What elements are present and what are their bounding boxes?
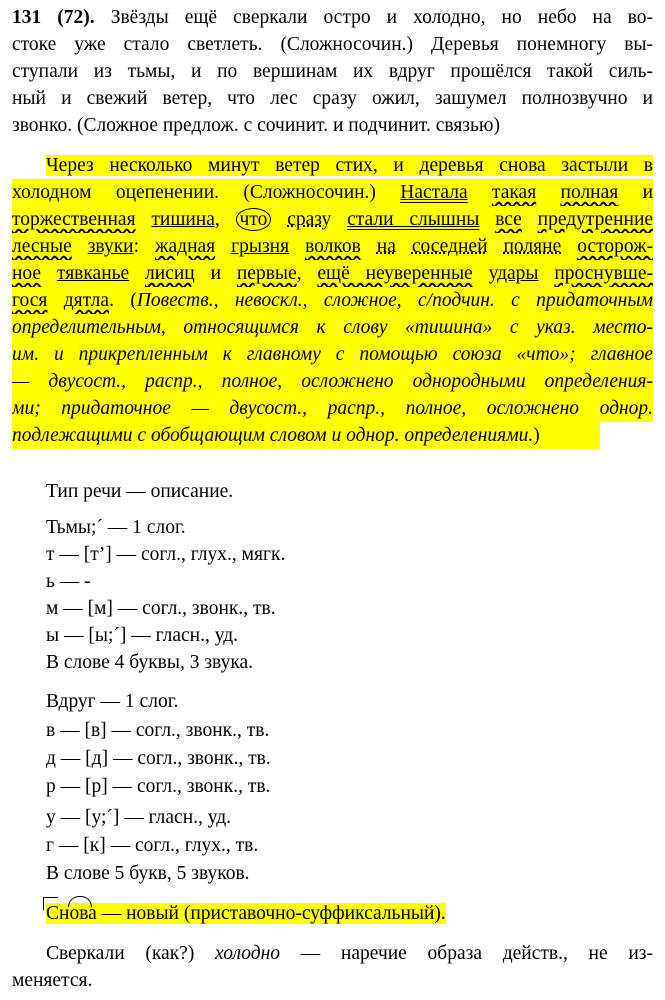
text: : — [133, 236, 140, 257]
adverbial-word: соседней — [411, 236, 488, 257]
italic-text: подлежащими с обобщающим словом и однор. определениями. — [12, 425, 534, 446]
p2-line-3 — [12, 206, 653, 233]
word-formation-highlight — [46, 903, 446, 924]
word1-row: т — [т’] — согл., глух., мягк. — [46, 544, 286, 565]
last-line-1 — [46, 940, 653, 967]
attribute-word: торжественная — [12, 209, 136, 230]
speech-type: Тип речи — описание. — [46, 481, 234, 502]
p2-line-6 — [12, 287, 653, 314]
attribute-word: все — [495, 209, 522, 230]
predicate-word: стали слышны — [347, 209, 480, 230]
p2-line-9: — двусост., распр., полное, осложнено однородными определения- — [12, 368, 653, 395]
text: . ( — [109, 290, 137, 311]
attribute-word: ное — [12, 263, 42, 284]
morpheme-word — [46, 903, 97, 924]
attribute-word: осторож- — [577, 236, 653, 257]
italic-text: холодно — [215, 943, 281, 964]
p2-line-11 — [12, 422, 600, 449]
p2-line-7: определительным, относящимся к слову «тишина» с указ. место- — [12, 314, 653, 341]
p2-line-2 — [12, 179, 653, 206]
p2-line-10: ми; придаточное — двусост., распр., полное, осложнено однор. — [12, 395, 653, 422]
p2-line-8 — [12, 341, 653, 368]
text: ) — [533, 425, 540, 446]
attribute-word: предутренние — [537, 209, 653, 230]
attribute-word: первые — [236, 263, 297, 284]
p2-line-1 — [46, 152, 653, 179]
predicate-word: Настала — [400, 182, 468, 203]
text: — новый (приставочно-суффиксальный). — [96, 903, 446, 924]
exercise-number: 131 (72). — [12, 7, 95, 28]
word1-row: ы — [ы;´] — гласн., уд. — [46, 625, 239, 646]
text: Сверкали (как?) — [46, 943, 216, 964]
adverbial-word: на — [376, 236, 396, 257]
italic-text: им. и прикрепленным к главному с помощью союза «что» — [12, 344, 570, 365]
attribute-word: лесные — [12, 236, 72, 257]
attribute-word: жадная — [155, 236, 216, 257]
text: холодном оцепенении. (Сложносочин.) — [12, 182, 376, 203]
word: Снова — [46, 903, 97, 924]
italic-text: ; главное — [569, 344, 653, 365]
attribute-word: проснувше- — [554, 263, 653, 284]
word1-row: м — [м] — согл., звонк., тв. — [46, 598, 276, 619]
word2-row: д — [д] — согл., звонк., тв. — [46, 748, 271, 769]
p1-line-3: ступали из тьмы, и по вершинам их вдруг прошёлся такой силь- — [12, 61, 653, 82]
adverbial-word: поляне — [503, 236, 562, 257]
text: Звёзды ещё сверкали остро и холодно, но небо на во- — [94, 7, 653, 28]
italic-text: Повеств., невоскл., сложное, с/подчин. с придаточным — [136, 290, 653, 311]
text: и — [210, 263, 222, 284]
attribute-word: гося — [12, 290, 48, 311]
word-formation-line — [46, 900, 646, 927]
p1-line-5: звонко. (Сложное предлож. с сочинит. и подчинит. связью) — [12, 115, 500, 136]
subject-word: удары — [488, 263, 539, 284]
p1-line-1 — [12, 4, 653, 31]
word2-summary: В слове 5 букв, 5 звуков. — [46, 863, 250, 884]
p1-line-4: ный и свежий ветер, что лес сразу ожил, зашумел полнозвучно и — [12, 88, 653, 109]
attribute-word: волков — [305, 236, 361, 257]
text: и — [642, 182, 653, 203]
word2-row: в — [в] — согл., звонк., тв. — [46, 720, 270, 741]
word1-row: ь — - — [46, 571, 91, 592]
word1-summary: В слове 4 буквы, 3 звука. — [46, 652, 254, 673]
p2-line-5: ное тявканье лисиц и первые, ещё неуверенные удары проснувше- — [12, 260, 653, 287]
attribute-word: ещё неуверенные — [317, 263, 473, 284]
attribute-word: полная — [560, 182, 619, 203]
word1-title: Тьмы;´ — 1 слог. — [46, 517, 186, 538]
adverbial-word: сразу — [287, 209, 332, 230]
attribute-word: такая — [491, 182, 537, 203]
subject-word: тишина — [151, 209, 215, 230]
subject-word: грызня — [231, 236, 290, 257]
prefix-mark-icon — [43, 897, 58, 910]
p1-line-2: стоке уже стало светлеть. (Сложносочин.) Деревья понемногу вы- — [12, 34, 653, 55]
word2-title: Вдруг — 1 слог. — [46, 691, 179, 712]
last-line-2: меняется. — [12, 970, 93, 991]
word2-row: у — [у;´] — гласн., уд. — [46, 807, 232, 828]
root-arc-icon — [68, 896, 92, 907]
attribute-word: дятла — [63, 290, 110, 311]
highlighted-text: Через несколько минут ветер стих, и деревья снова застыли в — [46, 155, 653, 176]
word2-row: г — [к] — согл., глух., тв. — [46, 835, 259, 856]
text: — наречие образа действ., не из- — [280, 943, 653, 964]
circled-conjunction: что — [236, 208, 272, 231]
p2-line-4 — [12, 233, 653, 260]
word2-row: р — [р] — согл., звонк., тв. — [46, 776, 271, 797]
attribute-word: лисиц — [145, 263, 195, 284]
text: , — [214, 209, 220, 230]
subject-word: тявканье — [56, 263, 130, 284]
subject-word: звуки — [87, 236, 134, 257]
